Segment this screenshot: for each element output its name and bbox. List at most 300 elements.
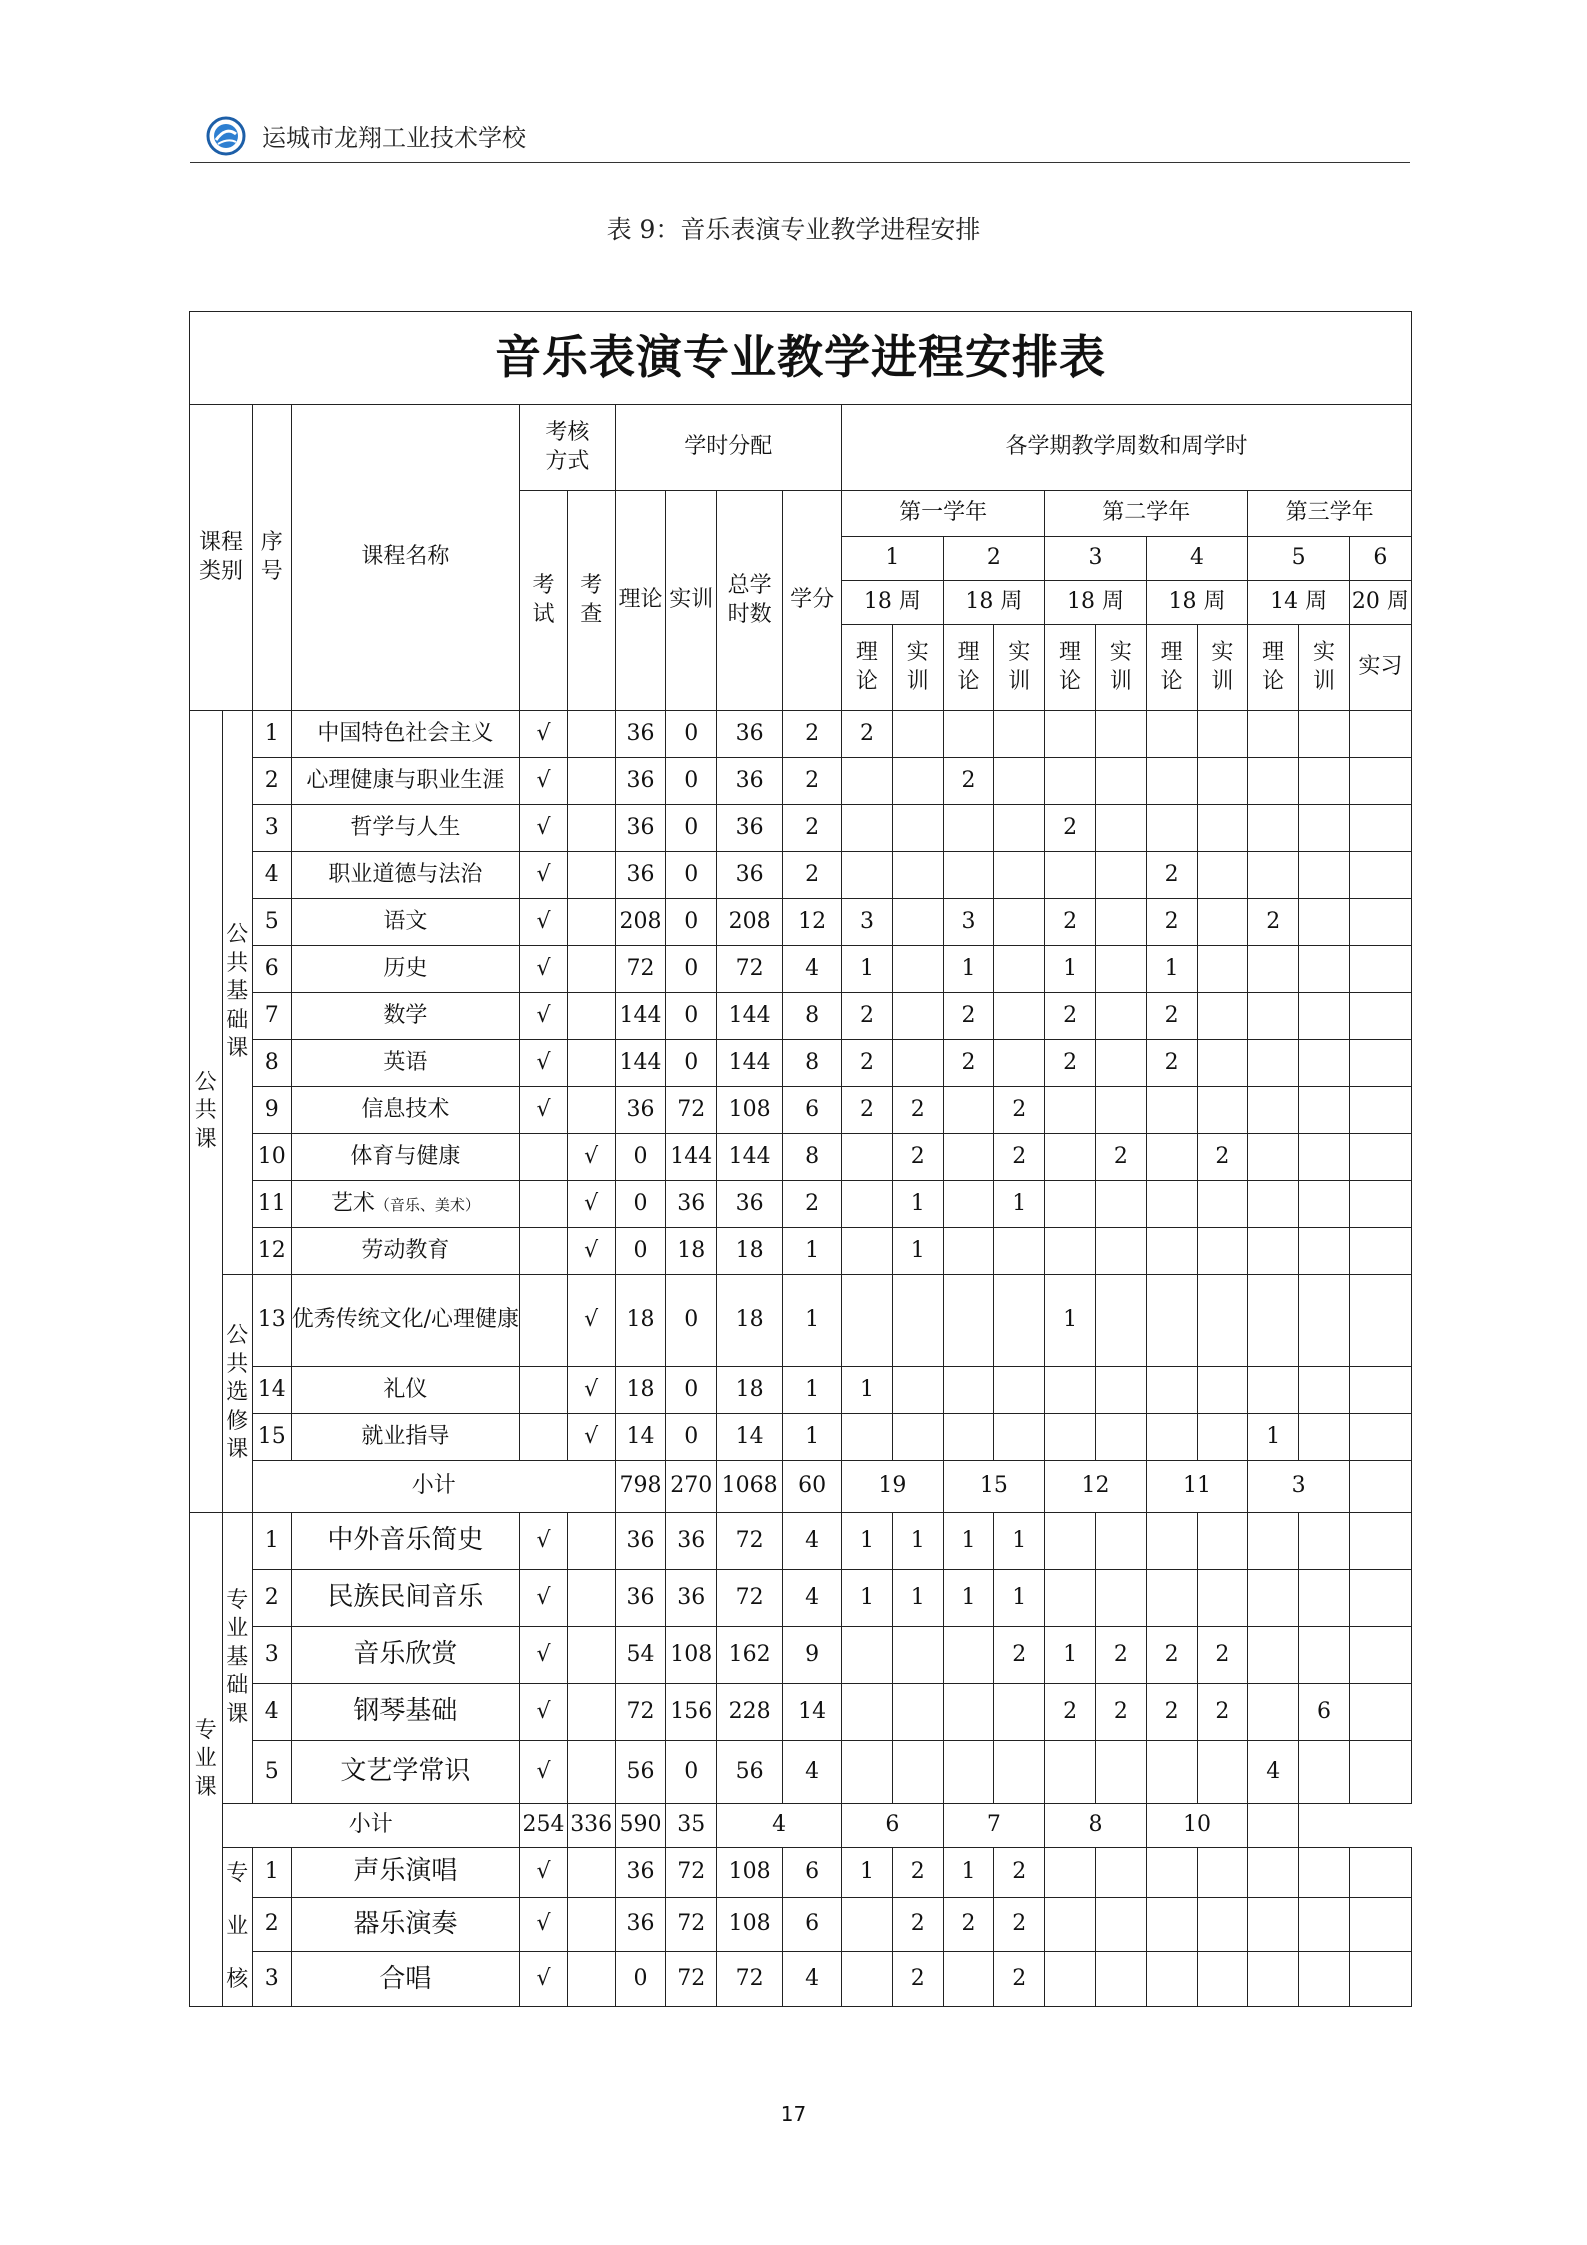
course-exam: √ bbox=[520, 1848, 568, 1898]
course-exam: √ bbox=[520, 852, 568, 899]
course-total-hours: 72 bbox=[717, 1952, 783, 2007]
course-check bbox=[567, 946, 615, 993]
course-exam bbox=[520, 1275, 568, 1367]
semester-hours bbox=[1095, 946, 1146, 993]
semester-hours bbox=[1299, 1627, 1350, 1684]
semester-hours bbox=[1146, 1275, 1197, 1367]
course-name-text: 哲学与人生 bbox=[350, 814, 461, 840]
semester-hours bbox=[892, 1741, 943, 1804]
semester-hours bbox=[1095, 1228, 1146, 1275]
semester-hours: 2 bbox=[1095, 1134, 1146, 1181]
course-check bbox=[567, 1684, 615, 1741]
table-row bbox=[190, 805, 1412, 852]
header-category: 课程 类别 bbox=[190, 405, 253, 711]
course-theory-hours: 56 bbox=[615, 1741, 666, 1804]
course-credit: 1 bbox=[783, 1414, 842, 1461]
course-seq: 14 bbox=[252, 1367, 291, 1414]
course-credit: 12 bbox=[783, 899, 842, 946]
table-row bbox=[190, 1134, 1412, 1181]
semester-hours bbox=[1197, 1087, 1248, 1134]
course-total-hours: 56 bbox=[717, 1741, 783, 1804]
semester-hours bbox=[994, 899, 1045, 946]
semester-hours bbox=[1045, 1414, 1096, 1461]
course-credit: 9 bbox=[783, 1627, 842, 1684]
course-practice-hours: 36 bbox=[666, 1513, 717, 1570]
semester-hours bbox=[892, 1684, 943, 1741]
course-theory-hours: 0 bbox=[615, 1181, 666, 1228]
course-practice-hours: 144 bbox=[666, 1134, 717, 1181]
course-name-text: 历史 bbox=[383, 955, 428, 981]
subtotal-semester: 3 bbox=[1248, 1461, 1350, 1513]
course-credit: 2 bbox=[783, 1181, 842, 1228]
course-total-hours: 144 bbox=[717, 1040, 783, 1087]
semester-hours: 1 bbox=[943, 1570, 994, 1627]
table-row bbox=[190, 1414, 1412, 1461]
course-name-text: 礼仪 bbox=[383, 1376, 428, 1402]
semester-hours bbox=[1248, 1134, 1299, 1181]
course-check bbox=[567, 1952, 615, 2007]
semester-hours bbox=[1095, 1897, 1146, 1952]
header-theory: 理论 bbox=[615, 491, 666, 711]
semester-hours bbox=[943, 711, 994, 758]
semester-hours bbox=[1349, 1513, 1411, 1570]
semester-hours bbox=[842, 1952, 893, 2007]
header-semester-4: 4 bbox=[1146, 537, 1248, 581]
course-credit: 6 bbox=[783, 1848, 842, 1898]
course-seq: 11 bbox=[252, 1181, 291, 1228]
course-practice-hours: 0 bbox=[666, 993, 717, 1040]
course-total-hours: 36 bbox=[717, 852, 783, 899]
semester-hours bbox=[1299, 1367, 1350, 1414]
semester-hours bbox=[1197, 758, 1248, 805]
table-row bbox=[190, 1087, 1412, 1134]
course-exam bbox=[520, 1228, 568, 1275]
semester-hours bbox=[994, 1414, 1045, 1461]
course-total-hours: 208 bbox=[717, 899, 783, 946]
course-exam: √ bbox=[520, 1684, 568, 1741]
semester-hours: 1 bbox=[994, 1570, 1045, 1627]
semester-hours: 1 bbox=[1045, 1627, 1096, 1684]
semester-hours bbox=[1299, 899, 1350, 946]
semester-hours bbox=[943, 1414, 994, 1461]
course-exam: √ bbox=[520, 1570, 568, 1627]
subtotal-total: 590 bbox=[615, 1804, 666, 1848]
table-row bbox=[190, 1181, 1412, 1228]
semester-hours: 1 bbox=[892, 1228, 943, 1275]
semester-hours bbox=[1197, 711, 1248, 758]
course-practice-hours: 0 bbox=[666, 1040, 717, 1087]
semester-hours bbox=[1349, 1897, 1411, 1952]
semester-hours: 2 bbox=[943, 1897, 994, 1952]
course-credit: 4 bbox=[783, 946, 842, 993]
teaching-schedule-table bbox=[189, 311, 1412, 2007]
semester-hours bbox=[1146, 1414, 1197, 1461]
semester-hours bbox=[1248, 946, 1299, 993]
course-total-hours: 228 bbox=[717, 1684, 783, 1741]
course-theory-hours: 144 bbox=[615, 993, 666, 1040]
course-total-hours: 144 bbox=[717, 993, 783, 1040]
semester-hours bbox=[1299, 1228, 1350, 1275]
semester-hours bbox=[1248, 758, 1299, 805]
semester-hours bbox=[994, 1367, 1045, 1414]
semester-hours: 2 bbox=[1146, 1040, 1197, 1087]
semester-hours bbox=[1146, 1741, 1197, 1804]
semester-hours bbox=[1197, 1367, 1248, 1414]
course-name-text: 心理健康与职业生涯 bbox=[306, 767, 505, 793]
table-row bbox=[190, 1848, 1412, 1898]
course-name bbox=[291, 1897, 520, 1952]
course-check: √ bbox=[567, 1228, 615, 1275]
subtotal-semester: 15 bbox=[943, 1461, 1045, 1513]
semester-hours bbox=[1299, 1275, 1350, 1367]
semester-hours: 1 bbox=[892, 1513, 943, 1570]
course-name-text: 就业指导 bbox=[361, 1423, 450, 1449]
table-row bbox=[190, 1684, 1412, 1741]
semester-hours bbox=[1248, 1627, 1299, 1684]
semester-hours bbox=[1197, 1513, 1248, 1570]
course-credit: 8 bbox=[783, 993, 842, 1040]
semester-hours bbox=[1197, 1275, 1248, 1367]
semester-hours bbox=[1146, 1952, 1197, 2007]
course-check bbox=[567, 1627, 615, 1684]
semester-hours: 2 bbox=[842, 711, 893, 758]
course-practice-hours: 0 bbox=[666, 805, 717, 852]
header-year-2: 第二学年 bbox=[1045, 491, 1248, 537]
course-total-hours: 36 bbox=[717, 1181, 783, 1228]
semester-hours: 2 bbox=[994, 1848, 1045, 1898]
header-semester-1: 1 bbox=[842, 537, 944, 581]
semester-hours bbox=[1248, 852, 1299, 899]
semester-hours bbox=[1095, 758, 1146, 805]
course-credit: 4 bbox=[783, 1952, 842, 2007]
semester-hours bbox=[1248, 1897, 1299, 1952]
semester-hours bbox=[1045, 1848, 1096, 1898]
semester-hours bbox=[1146, 1181, 1197, 1228]
semester-hours bbox=[1299, 1414, 1350, 1461]
course-theory-hours: 0 bbox=[615, 1228, 666, 1275]
subtotal-semester bbox=[1248, 1804, 1299, 1848]
semester-hours: 2 bbox=[1045, 1040, 1096, 1087]
course-practice-hours: 0 bbox=[666, 711, 717, 758]
course-name bbox=[291, 805, 520, 852]
semester-hours: 4 bbox=[1248, 1741, 1299, 1804]
semester-hours: 2 bbox=[994, 1897, 1045, 1952]
header-internship: 实习 bbox=[1349, 625, 1411, 711]
course-check bbox=[567, 852, 615, 899]
course-theory-hours: 36 bbox=[615, 805, 666, 852]
subtotal-theory: 254 bbox=[520, 1804, 568, 1848]
semester-hours bbox=[994, 805, 1045, 852]
course-name-text: 艺术 bbox=[330, 1190, 375, 1216]
semester-hours bbox=[1248, 1228, 1299, 1275]
course-name-text: 英语 bbox=[383, 1049, 428, 1075]
semester-hours bbox=[943, 1627, 994, 1684]
subtotal-label: 小计 bbox=[222, 1804, 520, 1848]
semester-hours: 2 bbox=[892, 1897, 943, 1952]
semester-hours bbox=[1045, 1741, 1096, 1804]
course-name-text: 器乐演奏 bbox=[353, 1908, 458, 1939]
table-row bbox=[190, 993, 1412, 1040]
semester-hours bbox=[1349, 1684, 1411, 1741]
course-name-text: 合唱 bbox=[379, 1963, 432, 1994]
semester-hours bbox=[994, 1684, 1045, 1741]
course-practice-hours: 0 bbox=[666, 1414, 717, 1461]
semester-hours bbox=[1197, 1952, 1248, 2007]
semester-hours bbox=[892, 1627, 943, 1684]
semester-hours bbox=[1349, 1275, 1411, 1367]
semester-hours bbox=[943, 1367, 994, 1414]
subtotal-credit: 60 bbox=[783, 1461, 842, 1513]
course-name bbox=[291, 899, 520, 946]
semester-hours bbox=[1146, 1228, 1197, 1275]
course-theory-hours: 36 bbox=[615, 1513, 666, 1570]
header-sem-practice: 实 训 bbox=[1299, 625, 1350, 711]
semester-hours: 3 bbox=[842, 899, 893, 946]
course-total-hours: 36 bbox=[717, 711, 783, 758]
semester-hours bbox=[1146, 1848, 1197, 1898]
course-check bbox=[567, 758, 615, 805]
semester-hours: 2 bbox=[1146, 899, 1197, 946]
course-name bbox=[291, 711, 520, 758]
semester-hours bbox=[994, 946, 1045, 993]
semester-hours bbox=[1248, 1087, 1299, 1134]
semester-hours: 2 bbox=[842, 1087, 893, 1134]
semester-hours bbox=[842, 1228, 893, 1275]
table-row bbox=[190, 1275, 1412, 1367]
course-seq: 4 bbox=[252, 1684, 291, 1741]
course-credit: 6 bbox=[783, 1897, 842, 1952]
course-seq: 10 bbox=[252, 1134, 291, 1181]
course-exam: √ bbox=[520, 899, 568, 946]
course-seq: 8 bbox=[252, 1040, 291, 1087]
semester-hours bbox=[1197, 852, 1248, 899]
course-name-text: 中国特色社会主义 bbox=[317, 720, 494, 746]
subtotal-semester: 8 bbox=[1045, 1804, 1147, 1848]
semester-hours bbox=[1197, 1040, 1248, 1087]
header-sem-practice: 实 训 bbox=[1197, 625, 1248, 711]
course-exam bbox=[520, 1134, 568, 1181]
semester-hours bbox=[892, 1414, 943, 1461]
table-row bbox=[190, 1513, 1412, 1570]
semester-hours bbox=[1299, 711, 1350, 758]
course-practice-hours: 0 bbox=[666, 1275, 717, 1367]
semester-hours bbox=[1299, 805, 1350, 852]
semester-hours bbox=[1045, 1367, 1096, 1414]
course-practice-hours: 156 bbox=[666, 1684, 717, 1741]
course-practice-hours: 36 bbox=[666, 1181, 717, 1228]
course-practice-hours: 0 bbox=[666, 899, 717, 946]
semester-hours bbox=[842, 758, 893, 805]
semester-hours bbox=[1045, 711, 1096, 758]
table-row bbox=[190, 758, 1412, 805]
course-theory-hours: 18 bbox=[615, 1367, 666, 1414]
semester-hours bbox=[943, 1181, 994, 1228]
semester-hours bbox=[1299, 1897, 1350, 1952]
semester-hours bbox=[943, 805, 994, 852]
course-total-hours: 18 bbox=[717, 1367, 783, 1414]
course-theory-hours: 36 bbox=[615, 1087, 666, 1134]
semester-hours: 2 bbox=[1045, 805, 1096, 852]
course-name bbox=[291, 1684, 520, 1741]
course-name-text: 体育与健康 bbox=[350, 1143, 461, 1169]
semester-hours: 1 bbox=[1045, 1275, 1096, 1367]
course-credit: 4 bbox=[783, 1513, 842, 1570]
semester-hours bbox=[1197, 1741, 1248, 1804]
course-practice-hours: 18 bbox=[666, 1228, 717, 1275]
semester-hours: 1 bbox=[994, 1513, 1045, 1570]
semester-hours bbox=[1197, 1181, 1248, 1228]
group-major-basic: 专 业 基 础 课 bbox=[222, 1513, 252, 1804]
course-seq: 7 bbox=[252, 993, 291, 1040]
semester-hours bbox=[1349, 852, 1411, 899]
course-name bbox=[291, 852, 520, 899]
group-major-course: 专 业 课 bbox=[190, 1513, 223, 2007]
semester-hours bbox=[943, 1134, 994, 1181]
semester-hours bbox=[1045, 1513, 1096, 1570]
course-theory-hours: 36 bbox=[615, 711, 666, 758]
semester-hours bbox=[943, 1684, 994, 1741]
semester-hours bbox=[1095, 1087, 1146, 1134]
semester-hours: 1 bbox=[842, 1367, 893, 1414]
subtotal-semester: 10 bbox=[1146, 1804, 1248, 1848]
header-seq: 序 号 bbox=[252, 405, 291, 711]
subtotal-label: 小计 bbox=[252, 1461, 615, 1513]
semester-hours: 1 bbox=[1045, 946, 1096, 993]
course-name-text: 文艺学常识 bbox=[340, 1756, 471, 1787]
course-theory-hours: 14 bbox=[615, 1414, 666, 1461]
course-credit: 1 bbox=[783, 1367, 842, 1414]
semester-hours bbox=[1095, 1275, 1146, 1367]
semester-hours: 2 bbox=[994, 1627, 1045, 1684]
semester-hours bbox=[1095, 1741, 1146, 1804]
course-name-text: 钢琴基础 bbox=[353, 1696, 458, 1727]
course-practice-hours: 108 bbox=[666, 1627, 717, 1684]
course-name-note: （音乐、美术） bbox=[374, 1195, 480, 1214]
semester-hours bbox=[1248, 1684, 1299, 1741]
header-sem-theory: 理 论 bbox=[842, 625, 893, 711]
semester-hours bbox=[892, 946, 943, 993]
semester-hours bbox=[1197, 899, 1248, 946]
course-name-text: 音乐欣赏 bbox=[353, 1639, 458, 1670]
semester-hours bbox=[1349, 946, 1411, 993]
course-practice-hours: 36 bbox=[666, 1570, 717, 1627]
course-practice-hours: 0 bbox=[666, 1741, 717, 1804]
course-name-text: 中外音乐简史 bbox=[327, 1525, 484, 1556]
semester-hours bbox=[943, 1741, 994, 1804]
semester-hours bbox=[892, 1040, 943, 1087]
course-exam bbox=[520, 1414, 568, 1461]
semester-hours bbox=[842, 1181, 893, 1228]
course-total-hours: 18 bbox=[717, 1275, 783, 1367]
course-name bbox=[291, 1627, 520, 1684]
course-name-text: 数学 bbox=[383, 1002, 428, 1028]
semester-hours: 1 bbox=[943, 1848, 994, 1898]
subtotal-semester: 11 bbox=[1146, 1461, 1248, 1513]
course-theory-hours: 208 bbox=[615, 899, 666, 946]
semester-hours: 6 bbox=[1299, 1684, 1350, 1741]
course-total-hours: 108 bbox=[717, 1848, 783, 1898]
semester-hours bbox=[892, 1275, 943, 1367]
course-credit: 8 bbox=[783, 1134, 842, 1181]
semester-hours bbox=[1146, 1513, 1197, 1570]
course-total-hours: 144 bbox=[717, 1134, 783, 1181]
semester-hours bbox=[1045, 1228, 1096, 1275]
course-check bbox=[567, 1741, 615, 1804]
semester-hours: 2 bbox=[1146, 1684, 1197, 1741]
semester-hours bbox=[1349, 1741, 1411, 1804]
course-credit: 1 bbox=[783, 1228, 842, 1275]
table-row bbox=[190, 1040, 1412, 1087]
semester-hours bbox=[994, 993, 1045, 1040]
course-name bbox=[291, 1040, 520, 1087]
course-total-hours: 18 bbox=[717, 1228, 783, 1275]
course-check bbox=[567, 1897, 615, 1952]
semester-hours bbox=[1349, 1367, 1411, 1414]
subtotal-semester: 12 bbox=[1045, 1461, 1147, 1513]
header-credits: 学分 bbox=[783, 491, 842, 711]
semester-hours: 2 bbox=[1095, 1684, 1146, 1741]
semester-hours bbox=[842, 1684, 893, 1741]
header-weekly: 各学期教学周数和周学时 bbox=[842, 405, 1412, 491]
course-check bbox=[567, 711, 615, 758]
semester-hours bbox=[1349, 1228, 1411, 1275]
header-sem-theory: 理 论 bbox=[943, 625, 994, 711]
semester-hours bbox=[1045, 1952, 1096, 2007]
course-credit: 2 bbox=[783, 758, 842, 805]
course-exam: √ bbox=[520, 946, 568, 993]
header-weeks-5: 14 周 bbox=[1248, 581, 1350, 625]
course-name-text: 信息技术 bbox=[361, 1096, 450, 1122]
semester-hours: 1 bbox=[842, 946, 893, 993]
subtotal-semester bbox=[1349, 1461, 1411, 1513]
semester-hours bbox=[1095, 852, 1146, 899]
table-row bbox=[190, 1627, 1412, 1684]
course-exam bbox=[520, 1367, 568, 1414]
semester-hours bbox=[1248, 1040, 1299, 1087]
course-name-text: 声乐演唱 bbox=[353, 1856, 458, 1887]
semester-hours: 2 bbox=[1146, 852, 1197, 899]
course-credit: 2 bbox=[783, 805, 842, 852]
course-seq: 3 bbox=[252, 805, 291, 852]
semester-hours bbox=[994, 1741, 1045, 1804]
semester-hours bbox=[1248, 711, 1299, 758]
table-row bbox=[190, 1228, 1412, 1275]
course-name bbox=[291, 1134, 520, 1181]
semester-hours bbox=[994, 711, 1045, 758]
semester-hours: 2 bbox=[892, 1134, 943, 1181]
course-total-hours: 72 bbox=[717, 1513, 783, 1570]
semester-hours bbox=[1349, 993, 1411, 1040]
semester-hours bbox=[1349, 1627, 1411, 1684]
header-practice: 实训 bbox=[666, 491, 717, 711]
course-exam: √ bbox=[520, 1897, 568, 1952]
course-total-hours: 36 bbox=[717, 805, 783, 852]
course-theory-hours: 36 bbox=[615, 1848, 666, 1898]
course-name-text: 优秀传统文化/心理健康 bbox=[291, 1307, 520, 1333]
header-year-1: 第一学年 bbox=[842, 491, 1045, 537]
semester-hours bbox=[842, 1414, 893, 1461]
semester-hours bbox=[1349, 1134, 1411, 1181]
course-check: √ bbox=[567, 1275, 615, 1367]
course-credit: 4 bbox=[783, 1741, 842, 1804]
subtotal-row bbox=[190, 1461, 1412, 1513]
course-theory-hours: 36 bbox=[615, 1570, 666, 1627]
semester-hours bbox=[1349, 1087, 1411, 1134]
header-sem-practice: 实 训 bbox=[1095, 625, 1146, 711]
course-seq: 12 bbox=[252, 1228, 291, 1275]
semester-hours bbox=[1146, 1897, 1197, 1952]
semester-hours bbox=[1146, 1367, 1197, 1414]
